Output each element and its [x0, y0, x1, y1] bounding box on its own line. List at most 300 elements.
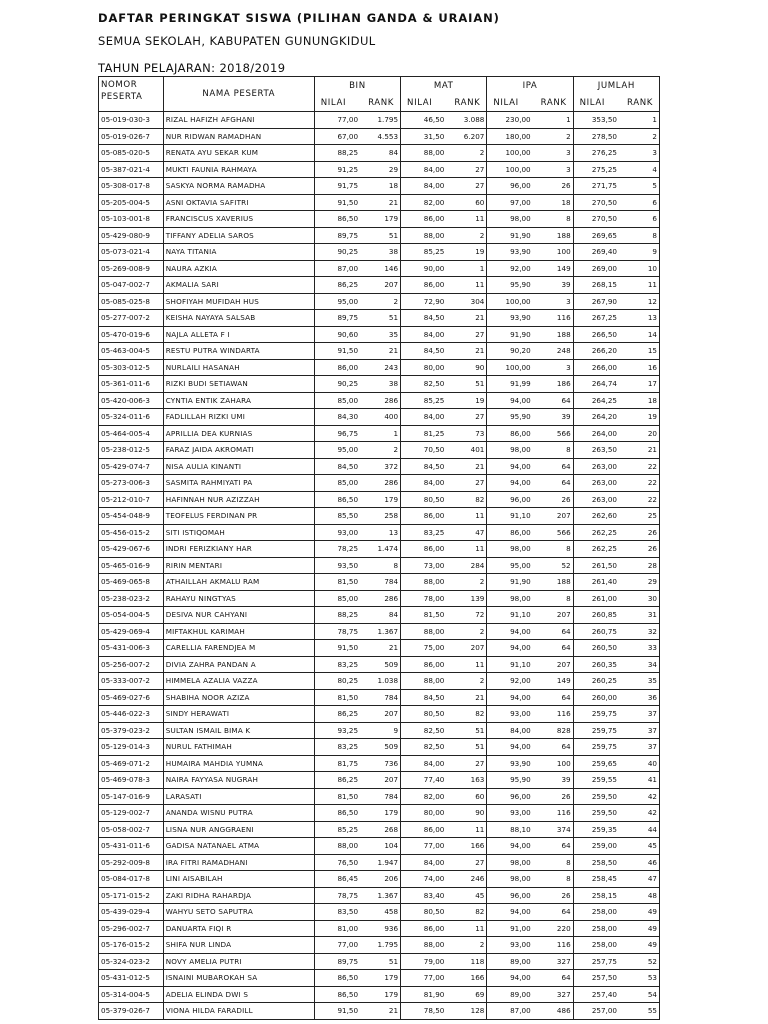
cell-ipa: [487, 211, 573, 228]
cell-ipa-rank: 116: [556, 808, 571, 818]
cell-jumlah-nilai: 258,50: [591, 857, 617, 867]
cell-bin-rank: 1.367: [377, 890, 399, 900]
cell-ipa-nilai: 100,00: [505, 164, 531, 174]
table-row: [99, 475, 660, 492]
cell-ipa-nilai: 91,10: [510, 659, 531, 669]
cell-ipa-nilai: 98,00: [510, 593, 531, 603]
cell-ipa-nilai: 94,00: [510, 395, 531, 405]
cell-jumlah: [573, 409, 659, 426]
cell-bin-nilai: 90,25: [337, 247, 359, 257]
cell-bin-rank: 2: [393, 445, 399, 455]
table-row: [99, 409, 660, 426]
cell-bin-nilai: 81,50: [337, 791, 359, 801]
cell-nama-peserta: NISA AULIA KINANTI: [163, 458, 314, 475]
cell-ipa: [487, 359, 573, 376]
cell-mat-rank: 69: [475, 989, 485, 999]
cell-bin-nilai: 91,50: [337, 643, 359, 653]
cell-jumlah: [573, 838, 659, 855]
cell-mat-rank: 27: [475, 758, 485, 768]
table-body: [99, 112, 660, 1020]
cell-bin: [314, 194, 400, 211]
cell-ipa: [487, 557, 573, 574]
cell-mat-nilai: 84,00: [423, 478, 445, 488]
cell-jumlah-rank: 29: [647, 577, 657, 587]
cell-bin-rank: 51: [388, 313, 399, 323]
cell-mat-nilai: 77,40: [423, 775, 445, 785]
cell-bin: [314, 805, 400, 822]
cell-bin-nilai: 95,00: [337, 445, 359, 455]
cell-jumlah-nilai: 266,50: [591, 329, 617, 339]
cell-ipa-nilai: 91,10: [510, 610, 531, 620]
cell-ipa-nilai: 180,00: [505, 131, 531, 141]
cell-ipa-rank: 39: [561, 280, 571, 290]
cell-nama-peserta: RIZKI BUDI SETIAWAN: [163, 376, 314, 393]
cell-bin-nilai: 86,50: [337, 989, 359, 999]
table-row: [99, 590, 660, 607]
cell-mat: [401, 590, 487, 607]
cell-jumlah-nilai: 259,35: [591, 824, 617, 834]
cell-mat-nilai: 86,00: [423, 824, 445, 834]
cell-bin: [314, 640, 400, 657]
cell-mat: [401, 656, 487, 673]
cell-ipa: [487, 805, 573, 822]
cell-mat-nilai: 86,00: [423, 280, 445, 290]
cell-jumlah: [573, 475, 659, 492]
cell-ipa: [487, 722, 573, 739]
cell-mat-nilai: 84,50: [423, 346, 445, 356]
cell-ipa: [487, 904, 573, 921]
cell-ipa-nilai: 100,00: [505, 362, 531, 372]
cell-bin-rank: 21: [388, 346, 399, 356]
cell-jumlah-rank: 22: [647, 461, 657, 471]
cell-jumlah-nilai: 261,00: [591, 593, 617, 603]
cell-nama-peserta: ISNAINI MUBAROKAH SA: [163, 970, 314, 987]
cell-mat-rank: 27: [475, 181, 485, 191]
cell-ipa: [487, 524, 573, 541]
cell-ipa: [487, 590, 573, 607]
cell-mat-rank: 21: [475, 346, 485, 356]
subheader-rank: RANK: [368, 98, 395, 108]
cell-bin-rank: 784: [384, 692, 399, 702]
table-row: [99, 524, 660, 541]
cell-ipa: [487, 409, 573, 426]
cell-ipa: [487, 673, 573, 690]
table-row: [99, 277, 660, 294]
cell-mat-rank: 11: [475, 659, 485, 669]
cell-ipa: [487, 739, 573, 756]
cell-jumlah-rank: 46: [647, 857, 657, 867]
cell-jumlah-rank: 20: [647, 428, 657, 438]
cell-bin: [314, 623, 400, 640]
table-row: [99, 442, 660, 459]
cell-nama-peserta: ASNI OKTAVIA SAFITRI: [163, 194, 314, 211]
cell-nama-peserta: TIFFANY ADELIA SAROS: [163, 227, 314, 244]
cell-bin: [314, 821, 400, 838]
cell-nomor-peserta: 05-171-015-2: [99, 887, 164, 904]
cell-ipa: [487, 871, 573, 888]
cell-bin-rank: 29: [388, 164, 399, 174]
document-title: DAFTAR PERINGKAT SISWA (PILIHAN GANDA & URAIAN): [98, 11, 500, 25]
cell-jumlah-rank: 13: [647, 313, 657, 323]
cell-jumlah: [573, 640, 659, 657]
table-row: [99, 788, 660, 805]
cell-mat-rank: 60: [475, 197, 485, 207]
cell-ipa-nilai: 90,20: [510, 346, 531, 356]
cell-ipa: [487, 854, 573, 871]
cell-jumlah-nilai: 259,50: [591, 791, 617, 801]
cell-ipa-rank: 116: [556, 709, 571, 719]
cell-jumlah-nilai: 275,25: [591, 164, 617, 174]
cell-mat-nilai: 84,00: [423, 857, 445, 867]
cell-ipa-nilai: 95,00: [510, 560, 531, 570]
cell-mat-rank: 11: [475, 923, 485, 933]
cell-ipa-rank: 3: [566, 164, 571, 174]
subheader-bin: [314, 95, 400, 112]
cell-ipa-nilai: 230,00: [505, 115, 531, 125]
cell-bin: [314, 887, 400, 904]
cell-mat-nilai: 84,00: [423, 758, 445, 768]
cell-jumlah-rank: 41: [647, 775, 657, 785]
table-row: [99, 541, 660, 558]
cell-bin: [314, 673, 400, 690]
cell-bin: [314, 937, 400, 954]
cell-bin-rank: 179: [384, 808, 399, 818]
cell-jumlah-nilai: 264,25: [591, 395, 617, 405]
cell-bin-nilai: 87,00: [337, 263, 359, 273]
cell-ipa-rank: 64: [561, 841, 571, 851]
cell-mat: [401, 128, 487, 145]
cell-mat: [401, 194, 487, 211]
cell-ipa: [487, 310, 573, 327]
cell-mat-rank: 19: [475, 247, 485, 257]
cell-bin-nilai: 85,50: [337, 511, 359, 521]
table-row: [99, 574, 660, 591]
cell-bin-rank: 1.795: [377, 115, 399, 125]
cell-mat-rank: 166: [470, 973, 485, 983]
cell-ipa: [487, 970, 573, 987]
cell-mat: [401, 623, 487, 640]
cell-jumlah-rank: 31: [647, 610, 657, 620]
cell-mat: [401, 227, 487, 244]
cell-mat: [401, 260, 487, 277]
table-row: [99, 458, 660, 475]
cell-ipa-nilai: 94,00: [510, 626, 531, 636]
col-header-bin: BIN: [314, 77, 400, 96]
cell-bin-rank: 286: [384, 593, 399, 603]
cell-mat: [401, 178, 487, 195]
cell-ipa-rank: 64: [561, 461, 571, 471]
table-row: [99, 854, 660, 871]
cell-jumlah-nilai: 263,50: [591, 445, 617, 455]
cell-bin: [314, 178, 400, 195]
cell-bin: [314, 706, 400, 723]
cell-ipa: [487, 953, 573, 970]
cell-bin-rank: 179: [384, 494, 399, 504]
cell-ipa: [487, 656, 573, 673]
cell-mat-nilai: 88,00: [423, 676, 445, 686]
cell-mat: [401, 326, 487, 343]
cell-jumlah: [573, 937, 659, 954]
cell-bin-nilai: 81,50: [337, 577, 359, 587]
cell-nomor-peserta: 05-361-011-6: [99, 376, 164, 393]
cell-ipa: [487, 607, 573, 624]
table-row: [99, 343, 660, 360]
cell-nomor-peserta: 05-073-021-4: [99, 244, 164, 261]
cell-ipa: [487, 986, 573, 1003]
cell-nama-peserta: NAYA TITANIA: [163, 244, 314, 261]
cell-nomor-peserta: 05-256-007-2: [99, 656, 164, 673]
cell-nama-peserta: WAHYU SETO SAPUTRA: [163, 904, 314, 921]
cell-jumlah-nilai: 259,75: [591, 709, 617, 719]
cell-ipa-nilai: 94,00: [510, 461, 531, 471]
cell-mat-nilai: 88,00: [423, 230, 445, 240]
cell-jumlah-nilai: 269,00: [591, 263, 617, 273]
cell-ipa-rank: 8: [566, 544, 571, 554]
cell-mat: [401, 161, 487, 178]
cell-mat-nilai: 86,00: [423, 923, 445, 933]
table-row: [99, 805, 660, 822]
cell-nama-peserta: NAJLA ALLETA F I: [163, 326, 314, 343]
table-row: [99, 227, 660, 244]
cell-bin-rank: 1.038: [377, 676, 399, 686]
subheader-rank: RANK: [540, 98, 567, 108]
cell-jumlah-rank: 40: [647, 758, 657, 768]
cell-jumlah-rank: 49: [647, 940, 657, 950]
table-row: [99, 937, 660, 954]
cell-jumlah-nilai: 261,40: [591, 577, 617, 587]
cell-bin: [314, 904, 400, 921]
cell-bin: [314, 838, 400, 855]
cell-ipa-rank: 248: [556, 346, 571, 356]
cell-mat-nilai: 80,50: [423, 907, 445, 917]
cell-mat: [401, 145, 487, 162]
cell-nama-peserta: NUR RIDWAN RAMADHAN: [163, 128, 314, 145]
cell-mat: [401, 211, 487, 228]
cell-nomor-peserta: 05-054-004-5: [99, 607, 164, 624]
cell-mat-rank: 304: [470, 296, 485, 306]
subheader-rank: RANK: [627, 98, 653, 108]
cell-jumlah-nilai: 263,00: [591, 494, 617, 504]
cell-jumlah-rank: 25: [647, 511, 657, 521]
cell-bin-nilai: 81,50: [337, 692, 359, 702]
cell-bin-nilai: 67,00: [337, 131, 359, 141]
table-row: [99, 112, 660, 129]
cell-jumlah: [573, 656, 659, 673]
cell-ipa-nilai: 89,00: [510, 989, 531, 999]
table-row: [99, 194, 660, 211]
cell-jumlah-rank: 53: [647, 973, 657, 983]
cell-nomor-peserta: 05-269-008-9: [99, 260, 164, 277]
cell-mat-rank: 82: [475, 494, 485, 504]
cell-mat-nilai: 78,50: [423, 1006, 445, 1016]
cell-jumlah-rank: 54: [647, 989, 657, 999]
cell-ipa-rank: 116: [556, 940, 571, 950]
cell-bin-rank: 206: [384, 874, 399, 884]
cell-nama-peserta: LISNA NUR ANGGRAENI: [163, 821, 314, 838]
cell-mat-nilai: 82,00: [423, 197, 445, 207]
cell-mat: [401, 920, 487, 937]
table-row: [99, 673, 660, 690]
cell-ipa-rank: 486: [556, 1006, 571, 1016]
cell-jumlah-rank: 28: [647, 560, 657, 570]
cell-jumlah: [573, 854, 659, 871]
cell-nama-peserta: SULTAN ISMAIL BIMA K: [163, 722, 314, 739]
cell-ipa: [487, 475, 573, 492]
cell-ipa-rank: 1: [566, 115, 571, 125]
cell-ipa: [487, 244, 573, 261]
cell-nomor-peserta: 05-129-014-3: [99, 739, 164, 756]
cell-jumlah-nilai: 264,00: [591, 428, 617, 438]
cell-mat: [401, 310, 487, 327]
cell-jumlah-rank: 22: [647, 478, 657, 488]
cell-bin-nilai: 86,25: [337, 280, 359, 290]
cell-mat-nilai: 74,00: [423, 874, 445, 884]
cell-ipa-nilai: 93,00: [510, 709, 531, 719]
cell-bin: [314, 739, 400, 756]
cell-bin-rank: 207: [384, 280, 399, 290]
cell-ipa: [487, 920, 573, 937]
cell-nomor-peserta: 05-058-002-7: [99, 821, 164, 838]
cell-nama-peserta: SINDY HERAWATI: [163, 706, 314, 723]
cell-nomor-peserta: 05-469-065-8: [99, 574, 164, 591]
cell-ipa-nilai: 91,90: [510, 230, 531, 240]
cell-nama-peserta: LARASATI: [163, 788, 314, 805]
cell-mat: [401, 640, 487, 657]
cell-ipa-rank: 26: [561, 494, 571, 504]
cell-jumlah-nilai: 268,15: [591, 280, 617, 290]
cell-bin-nilai: 96,75: [337, 428, 359, 438]
cell-ipa-rank: 64: [561, 626, 571, 636]
cell-nomor-peserta: 05-238-012-5: [99, 442, 164, 459]
cell-nama-peserta: DESIVA NUR CAHYANI: [163, 607, 314, 624]
cell-bin: [314, 359, 400, 376]
cell-mat: [401, 755, 487, 772]
cell-jumlah-nilai: 276,25: [591, 148, 617, 158]
table-row: [99, 706, 660, 723]
cell-jumlah-nilai: 270,50: [591, 214, 617, 224]
cell-jumlah-rank: 49: [647, 923, 657, 933]
cell-mat-rank: 2: [479, 676, 485, 686]
cell-mat-nilai: 84,00: [423, 164, 445, 174]
cell-mat-nilai: 82,50: [423, 725, 445, 735]
cell-bin-rank: 1: [393, 428, 399, 438]
cell-ipa-rank: 100: [556, 247, 571, 257]
cell-bin-rank: 21: [388, 197, 399, 207]
cell-ipa-rank: 828: [556, 725, 571, 735]
cell-mat-rank: 401: [470, 445, 485, 455]
cell-ipa-nilai: 93,90: [510, 758, 531, 768]
cell-bin: [314, 871, 400, 888]
subheader-ipa: [487, 95, 573, 112]
cell-bin-nilai: 91,50: [337, 197, 359, 207]
cell-ipa: [487, 838, 573, 855]
table-row: [99, 986, 660, 1003]
cell-jumlah-rank: 42: [647, 808, 657, 818]
cell-ipa-nilai: 93,90: [510, 247, 531, 257]
cell-ipa: [487, 128, 573, 145]
cell-bin: [314, 541, 400, 558]
cell-bin-rank: 400: [384, 412, 399, 422]
cell-bin-nilai: 86,25: [337, 775, 359, 785]
cell-bin-rank: 784: [384, 577, 399, 587]
cell-mat-rank: 207: [470, 643, 485, 653]
cell-ipa: [487, 227, 573, 244]
cell-bin-nilai: 78,75: [337, 626, 359, 636]
subheader-nilai: NILAI: [407, 98, 433, 108]
cell-nomor-peserta: 05-292-009-8: [99, 854, 164, 871]
cell-ipa: [487, 293, 573, 310]
cell-bin: [314, 376, 400, 393]
cell-mat: [401, 425, 487, 442]
cell-bin-nilai: 83,25: [337, 742, 359, 752]
cell-mat-nilai: 88,00: [423, 940, 445, 950]
cell-bin: [314, 392, 400, 409]
cell-jumlah-nilai: 262,60: [591, 511, 617, 521]
cell-nama-peserta: NAIRA FAYYASA NUGRAH: [163, 772, 314, 789]
cell-mat-rank: 21: [475, 313, 485, 323]
cell-ipa: [487, 161, 573, 178]
cell-jumlah: [573, 805, 659, 822]
cell-ipa-rank: 52: [561, 560, 571, 570]
cell-jumlah-nilai: 257,40: [591, 989, 617, 999]
cell-jumlah: [573, 260, 659, 277]
cell-nomor-peserta: 05-429-074-7: [99, 458, 164, 475]
cell-mat-nilai: 80,50: [423, 709, 445, 719]
cell-mat: [401, 772, 487, 789]
cell-nama-peserta: FRANCISCUS XAVERIUS: [163, 211, 314, 228]
cell-jumlah: [573, 920, 659, 937]
cell-mat-rank: 51: [475, 725, 485, 735]
cell-mat-nilai: 86,00: [423, 214, 445, 224]
cell-bin-nilai: 93,00: [337, 527, 359, 537]
cell-bin-nilai: 89,75: [337, 230, 359, 240]
cell-bin-nilai: 90,25: [337, 379, 359, 389]
cell-jumlah-nilai: 258,00: [591, 940, 617, 950]
cell-jumlah-rank: 17: [647, 379, 657, 389]
cell-ipa-rank: 8: [566, 857, 571, 867]
cell-ipa-nilai: 94,00: [510, 841, 531, 851]
cell-nomor-peserta: 05-465-016-9: [99, 557, 164, 574]
cell-bin: [314, 343, 400, 360]
cell-nomor-peserta: 05-429-067-6: [99, 541, 164, 558]
cell-nomor-peserta: 05-205-004-5: [99, 194, 164, 211]
cell-ipa-nilai: 96,00: [510, 890, 531, 900]
cell-ipa-nilai: 93,90: [510, 313, 531, 323]
cell-bin-nilai: 78,75: [337, 890, 359, 900]
cell-bin: [314, 508, 400, 525]
cell-nomor-peserta: 05-333-007-2: [99, 673, 164, 690]
cell-bin-rank: 258: [384, 511, 399, 521]
cell-mat-nilai: 84,50: [423, 461, 445, 471]
cell-nama-peserta: RESTU PUTRA WINDARTA: [163, 343, 314, 360]
cell-ipa-nilai: 91,00: [510, 923, 531, 933]
table-row: [99, 211, 660, 228]
subheader-nilai: NILAI: [320, 98, 347, 108]
cell-ipa-nilai: 94,00: [510, 643, 531, 653]
cell-ipa: [487, 491, 573, 508]
cell-mat-nilai: 77,00: [423, 841, 445, 851]
cell-mat: [401, 277, 487, 294]
cell-jumlah-nilai: 263,00: [591, 478, 617, 488]
cell-jumlah-rank: 33: [647, 643, 657, 653]
cell-jumlah: [573, 557, 659, 574]
cell-ipa-nilai: 98,00: [510, 874, 531, 884]
table-row: [99, 128, 660, 145]
cell-jumlah: [573, 359, 659, 376]
cell-mat-nilai: 31,50: [423, 131, 445, 141]
cell-jumlah: [573, 986, 659, 1003]
cell-jumlah-nilai: 258,00: [591, 907, 617, 917]
